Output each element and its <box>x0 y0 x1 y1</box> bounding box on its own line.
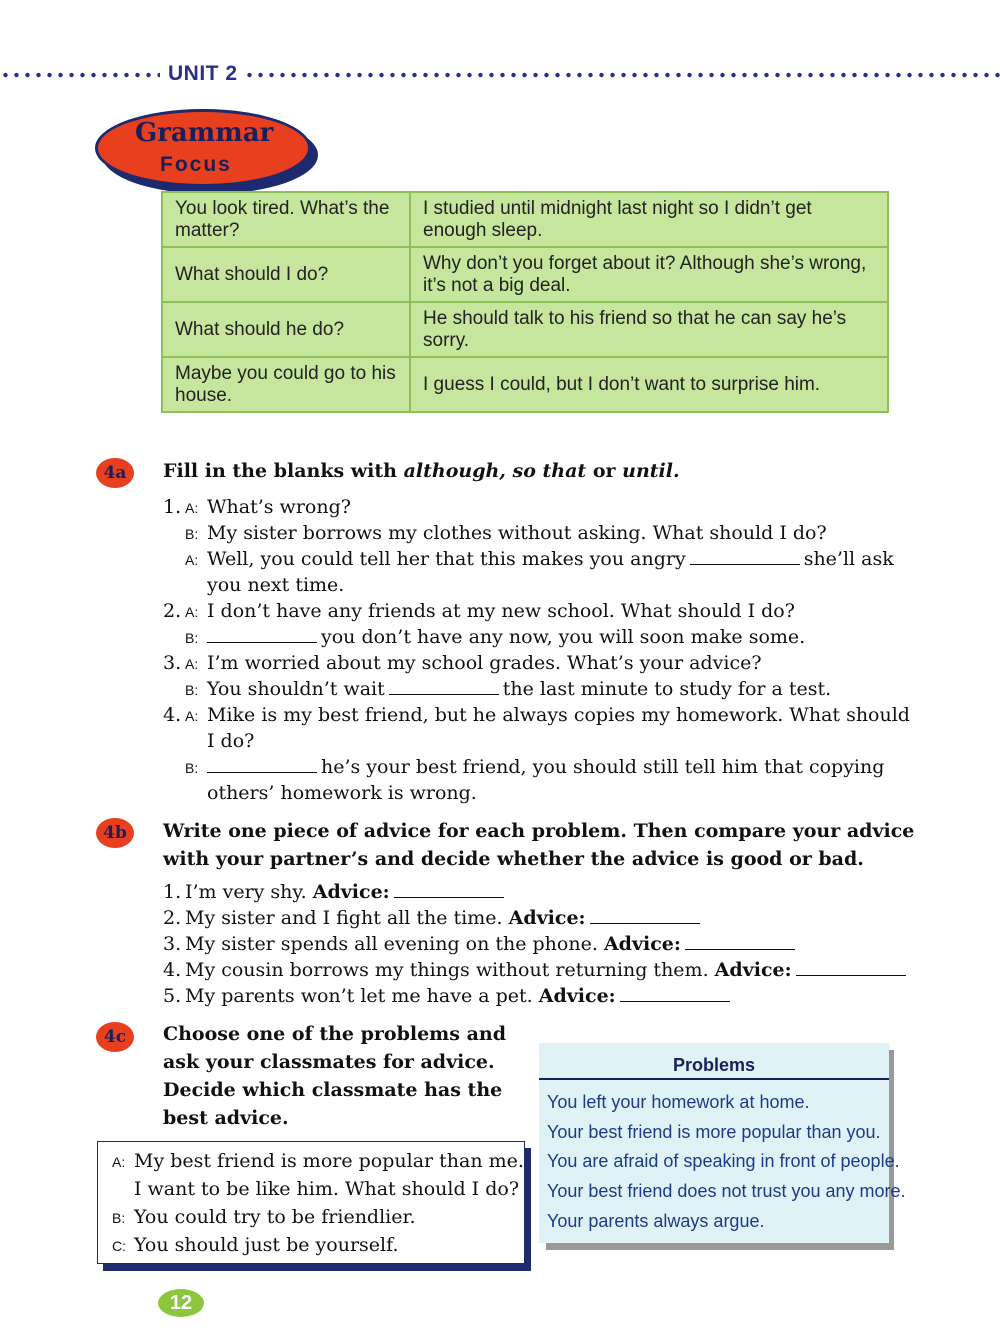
section-marker-4b: 4b <box>96 818 134 848</box>
advice-blank[interactable] <box>685 931 795 950</box>
table-cell: You look tired. What’s the matter? <box>162 192 410 247</box>
page-number: 12 <box>158 1289 204 1317</box>
list-item: 2. A: I don’t have any friends at my new school. What should I do? <box>163 600 795 622</box>
advice-blank[interactable] <box>796 957 906 976</box>
dialog-line: A: My best friend is more popular than me. <box>112 1150 524 1172</box>
table-cell: Why don’t you forget about it? Although she’s wrong, it’s not a big deal. <box>410 247 888 302</box>
table-row <box>162 357 888 412</box>
advice-blank[interactable] <box>394 879 504 898</box>
table-cell: Maybe you could go to his house. <box>162 357 410 412</box>
list-item: you next time. <box>207 574 345 596</box>
table-row <box>162 192 888 247</box>
problem-item: Your best friend does not trust you any more. <box>547 1181 906 1201</box>
answer-blank[interactable] <box>207 624 317 643</box>
list-item: B: My sister borrows my clothes without asking. What should I do? <box>185 522 827 544</box>
grammar-table <box>161 191 889 413</box>
section-marker-4c: 4c <box>96 1022 134 1052</box>
answer-blank[interactable] <box>690 546 800 565</box>
table-cell: What should he do? <box>162 302 410 357</box>
answer-blank[interactable] <box>389 676 499 695</box>
table-row <box>162 302 888 357</box>
section-marker-4a: 4a <box>96 458 134 488</box>
section-4c-heading-line: ask your classmates for advice. <box>163 1051 495 1073</box>
section-4c-heading-line: Decide which classmate has the <box>163 1079 503 1101</box>
list-item: 4. My cousin borrows my things without returning them. Advice: <box>163 957 910 983</box>
advice-blank[interactable] <box>620 983 730 1002</box>
table-cell: He should talk to his friend so that he can say he’s sorry. <box>410 302 888 357</box>
table-cell: I guess I could, but I don’t want to surprise him. <box>410 357 888 412</box>
problem-item: You are afraid of speaking in front of people. <box>547 1151 900 1171</box>
section-4c-heading-line: best advice. <box>163 1107 289 1129</box>
badge-title: Grammar <box>135 118 274 148</box>
list-item: 4. A: Mike is my best friend, but he always copies my homework. What should <box>163 704 910 726</box>
badge-subtitle: Focus <box>160 153 232 176</box>
header-dots-left <box>0 72 160 78</box>
list-item: 5. My parents won’t let me have a pet. Advice: <box>163 983 734 1009</box>
problems-divider <box>539 1078 889 1080</box>
advice-blank[interactable] <box>590 905 700 924</box>
answer-blank[interactable] <box>207 754 317 773</box>
table-cell: I studied until midnight last night so I didn’t get enough sleep. <box>410 192 888 247</box>
list-item: 1. I’m very shy. Advice: <box>163 879 508 905</box>
list-item: others’ homework is wrong. <box>207 782 477 804</box>
list-item: B: he’s your best friend, you should still tell him that copying <box>185 756 885 778</box>
dialog-line: I want to be like him. What should I do? <box>134 1178 520 1200</box>
section-4c-heading-line: Choose one of the problems and <box>163 1023 507 1045</box>
problem-item: You left your homework at home. <box>547 1092 810 1112</box>
problem-item: Your best friend is more popular than you. <box>547 1122 881 1142</box>
list-item: B: you don’t have any now, you will soon make some. <box>185 626 806 648</box>
problems-box <box>539 1043 906 1243</box>
list-item: 1. A: What’s wrong? <box>163 496 351 518</box>
unit-title: UNIT 2 <box>168 62 238 85</box>
list-item: A: Well, you could tell her that this makes you angry she’ll ask <box>185 548 894 570</box>
section-4b-heading-1: Write one piece of advice for each problem. Then compare your advice <box>163 820 915 842</box>
problem-item: Your parents always argue. <box>547 1211 765 1231</box>
list-item: 2. My sister and I fight all the time. Advice: <box>163 905 704 931</box>
list-item: 3. A: I’m worried about my school grades. What’s your advice? <box>163 652 762 674</box>
table-row <box>162 247 888 302</box>
problems-title: Problems <box>672 1055 756 1075</box>
dialog-line: C: You should just be yourself. <box>112 1234 399 1256</box>
header-dots-right <box>244 72 1000 78</box>
dialog-line: B: You could try to be friendlier. <box>112 1206 416 1228</box>
section-4a-heading: Fill in the blanks with although, so that or until. <box>163 460 680 482</box>
list-item: I do? <box>207 730 255 752</box>
section-4b-heading-2: with your partner’s and decide whether the advice is good or bad. <box>163 848 864 870</box>
list-item: 3. My sister spends all evening on the phone. Advice: <box>163 931 799 957</box>
table-cell: What should I do? <box>162 247 410 302</box>
list-item: B: You shouldn’t wait the last minute to study for a test. <box>185 678 832 700</box>
